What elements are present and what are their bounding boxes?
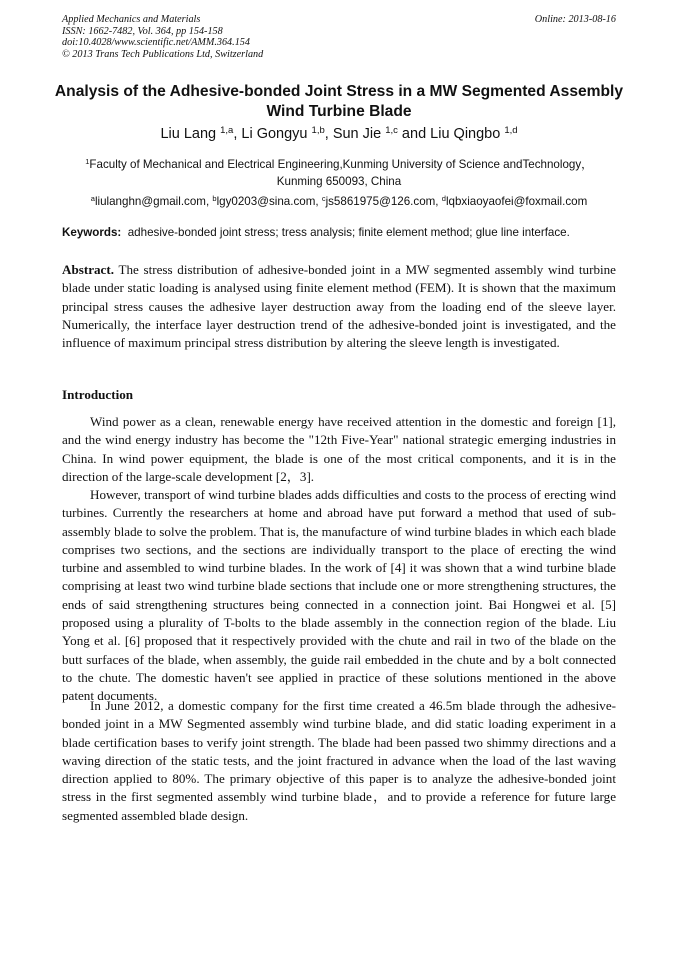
author-name: Li Gongyu xyxy=(241,126,308,142)
author-list: Liu Lang $^{1,a}$, Li Gongyu $^{1,b}$, Sun Jie $^{1,c}$ and Liu Qingbo $^{1,d}$ xyxy=(160,125,518,142)
author-sup: 1,a xyxy=(220,125,234,136)
copyright-line: © 2013 Trans Tech Publications Ltd, Switzerland xyxy=(62,48,264,60)
email-link[interactable]: js5861975@126.com, xyxy=(325,195,439,208)
author-name: Liu Lang xyxy=(160,126,217,142)
section-heading: Introduction xyxy=(62,387,134,402)
intro-paragraph-3: In June 2012, a domestic company for the first time created a 46.5m blade through the adhesive-bonded joint in a MW Segmented assembly wind turbine blade, and did static loading experiment in a blade certification bases to verify joint strength. The blade had been passed two shimmy directions and a waving direction of the static tests, and the joint fractured in advance when the load of the last waving direction applied to 80%. The primary objective of this paper is to analyze the adhesive-bonded joint stress in the first segmented assembly wind turbine blade，and to provide a reference for future large segmented assembled blade design. xyxy=(62,698,616,823)
keywords-text: adhesive-bonded joint stress; tress analysis; finite element method; glue line interface. xyxy=(127,226,570,239)
author-sup: 1,b xyxy=(311,125,325,136)
email-link[interactable]: lqbxiaoyaofei@foxmail.com xyxy=(445,195,588,208)
author-name: Liu Qingbo xyxy=(430,126,501,142)
issn-line: ISSN: 1662-7482, Vol. 364, pp 154-158 xyxy=(62,25,223,37)
journal-header xyxy=(62,14,263,60)
author-name: Sun Jie xyxy=(332,126,382,142)
journal-name: Applied Mechanics and Materials xyxy=(62,14,201,25)
keywords-label: Keywords: xyxy=(62,226,122,239)
intro-paragraph-1: Wind power as a clean, renewable energy have received attention in the domestic and foreign [1], and the wind energy industry has become the "12th Five-Year" national strategic emerging industries in China. In wind power equipment, the blade is one of the most critical components, and it is in the direction of the large-scale development [2，3]. xyxy=(62,414,616,484)
author-sup: 1,d xyxy=(504,125,518,136)
email-sup: b xyxy=(212,194,217,203)
email-link[interactable]: liulanghn@gmail.com, xyxy=(94,195,210,208)
author-sup: 1,c xyxy=(385,125,398,136)
affiliation-line-1: Faculty of Mechanical and Electrical Engineering,Kunming University of Science andTechnology， xyxy=(89,158,593,171)
online-date: Online: 2013-08-16 xyxy=(534,14,616,25)
abstract-label: Abstract. xyxy=(62,262,114,277)
email-sup: d xyxy=(441,194,446,203)
email-sup: c xyxy=(321,194,326,203)
abstract-text: The stress distribution of adhesive-bonded joint in a MW segmented assembly wind turbine blade under static loading is analysed using finite element method (FEM). It is shown that the maximum principal stress causes the adhesive layer destruction away from the loading end of the sleeve layer. Numerically, the interface layer destruction trend of the adhesive-bonded joint is investigated, and the influence of maximum principal stress distribution by altering the sleeve length is investigated. xyxy=(62,262,616,351)
affiliation-sup: 1 xyxy=(85,157,90,166)
affiliation xyxy=(40,153,638,210)
affiliation-line-2: Kunming 650093, China xyxy=(276,175,402,188)
email-line xyxy=(40,190,638,210)
intro-paragraph-2: However, transport of wind turbine blades adds difficulties and costs to the process of erecting wind turbines. Currently the researchers at home and abroad have put forward a method that used of sub-assembly blade to solve the problem. That is, the manufacture of wind turbine blades in which each blade comprises two sections, and the sections are individually transport to the place of erecting the wind turbine and assembled to wind turbine blades. In the work of [4] it was shown that a wind turbine blade comprising at least two wind turbine blade sections that include one or more strengthening structures, the ends of said strengthening structures being connected in a connection joint. Bai Hongwei et al. [5] proposed using a plurality of T-bolts to the blade assembly in the connection region of the blade. Liu Yong et al. [6] proposed that it respectively provided with the chute and rail in two of the blade on the butt surfaces of the blade, when assembly, the guide rail embedded in the chute and by a bolt connected to the chute. The domestic haven't see applied in practice of these solutions mentioned in the above patent documents. xyxy=(62,487,616,704)
email-link[interactable]: lgy0203@sina.com, xyxy=(216,195,319,208)
keywords xyxy=(62,226,616,239)
abstract xyxy=(62,261,616,352)
doi-line: doi:10.4028/www.scientific.net/AMM.364.154 xyxy=(62,37,250,49)
email-sup: a xyxy=(90,194,95,203)
paper-title: Analysis of the Adhesive-bonded Joint Stress in a MW Segmented Assembly Wind Turbine Blade xyxy=(54,83,624,120)
